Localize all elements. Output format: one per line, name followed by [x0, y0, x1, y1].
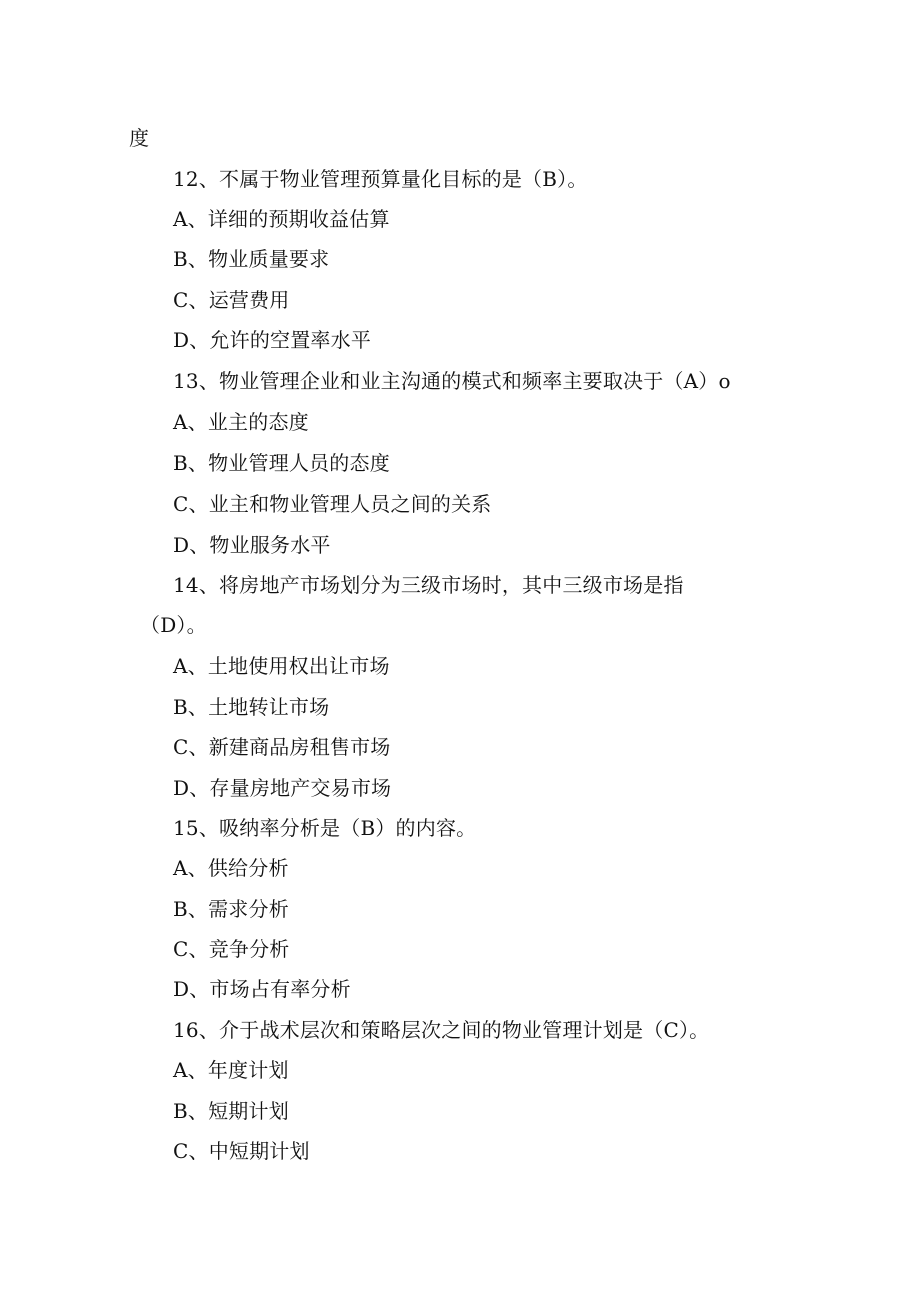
question-15-option-a: A、供给分析	[173, 856, 289, 880]
question-15-option-b: B、需求分析	[173, 897, 289, 921]
question-14-option-d: D、存量房地产交易市场	[173, 776, 392, 800]
question-14-stem-continuation: （D）。	[140, 613, 207, 637]
question-16-option-c: C、中短期计划	[173, 1139, 310, 1163]
question-12-option-a: A、详细的预期收益估算	[173, 207, 390, 231]
question-15-option-d: D、市场占有率分析	[173, 977, 351, 1001]
question-12-stem: 12、不属于物业管理预算量化目标的是（B）。	[173, 167, 588, 191]
carryover-text: 度	[129, 126, 150, 150]
question-13-option-d: D、物业服务水平	[173, 533, 331, 557]
question-15-option-c: C、竞争分析	[173, 937, 290, 961]
question-15-stem: 15、吸纳率分析是（B）的内容。	[173, 816, 477, 840]
question-12-option-c: C、运营费用	[173, 288, 290, 312]
question-14-option-b: B、土地转让市场	[173, 695, 330, 719]
question-13-option-c: C、业主和物业管理人员之间的关系	[173, 492, 492, 516]
question-16-stem: 16、介于战术层次和策略层次之间的物业管理计划是（C）。	[173, 1018, 710, 1042]
question-12-option-b: B、物业质量要求	[173, 247, 330, 271]
question-13-stem: 13、物业管理企业和业主沟通的模式和频率主要取决于（A）o	[173, 369, 731, 393]
question-14-option-a: A、土地使用权出让市场	[173, 654, 390, 678]
question-16-option-a: A、年度计划	[173, 1058, 289, 1082]
question-12-option-d: D、允许的空置率水平	[173, 328, 372, 352]
question-14-stem: 14、将房地产市场划分为三级市场时，其中三级市场是指	[173, 573, 684, 597]
question-16-option-b: B、短期计划	[173, 1099, 289, 1123]
question-13-option-b: B、物业管理人员的态度	[173, 451, 390, 475]
question-13-option-a: A、业主的态度	[173, 410, 309, 434]
question-14-option-c: C、新建商品房租售市场	[173, 735, 391, 759]
